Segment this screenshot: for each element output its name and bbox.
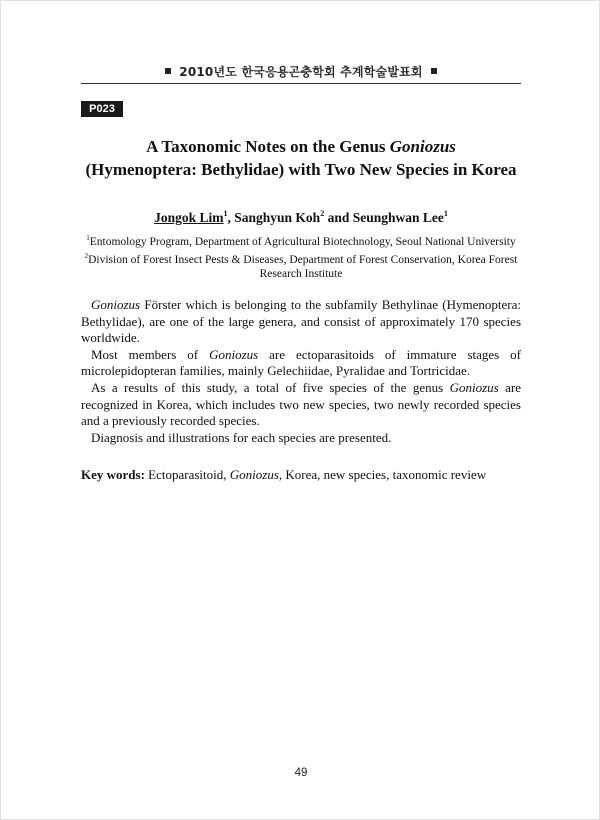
square-bullet-icon [431, 68, 437, 74]
paragraph-text: are recognized in Korea, which includes two new species, two newly recorded species and a previously recorded species. [81, 379, 521, 429]
affiliation-item [81, 231, 521, 249]
affiliation-mark: 1 [86, 234, 90, 242]
affiliation-mark: 2 [84, 252, 89, 260]
paragraph-text: are ectoparasitoids of immature stages of microlepidopteran families, mainly Gelechiidae, Pyralidae and Tortricidae. [81, 346, 521, 379]
title-line2-text: (Hymenoptera: Bethylidae) with Two New Species in Korea [85, 160, 517, 179]
abstract-paragraph [81, 347, 521, 380]
poster-number-badge: P023 [81, 101, 123, 117]
abstract-paragraph: Diagnosis and illustrations for each species are presented. [91, 429, 392, 445]
affiliation-text: Division of Forest Insect Pests & Diseases, Department of Forest Conservation, Korea Forest Research Institute [88, 254, 518, 280]
author-name: Seunghwan Lee [352, 210, 444, 225]
abstract-paragraph [81, 380, 521, 430]
genus-name: Goniozus [91, 297, 141, 312]
author-separator: , [227, 210, 235, 225]
header-divider [81, 83, 521, 84]
title-line1-text: A Taxonomic Notes on the Genus [146, 137, 390, 156]
abstract-paragraph [81, 297, 521, 347]
keywords-text: Ectoparasitoid, [144, 467, 230, 482]
genus-name: Goniozus [449, 379, 499, 395]
paragraph-text: Förster which is belonging to the subfamily Bethylinae (Hymenoptera: Bethylidae), are one of the large genera, and consist of approximately 170 species worldwide. [81, 297, 521, 346]
author-affiliation-mark: 2 [320, 209, 325, 218]
genus-name: Goniozus [229, 467, 279, 482]
author-name: Jongok Lim [154, 210, 224, 225]
affiliation-list [81, 231, 521, 281]
paper-title [61, 135, 541, 181]
affiliation-item [81, 249, 521, 281]
genus-name: Goniozus [209, 346, 259, 362]
keywords-label: Key words: [81, 467, 145, 482]
title-genus: Goniozus [389, 137, 456, 156]
square-bullet-icon [165, 68, 171, 74]
paragraph-text: As a results of this study, a total of five species of the genus [91, 379, 450, 395]
author-affiliation-mark: 1 [443, 209, 448, 218]
page-number: 49 [294, 767, 308, 779]
author-name: Sanghyun Koh [234, 210, 321, 225]
conference-header [1, 63, 600, 80]
author-separator: and [324, 210, 353, 225]
conference-header-text: 2010년도 한국응용곤충학회 추계학술발표회 [179, 65, 423, 79]
keywords-text: , Korea, new species, taxonomic review [278, 467, 487, 482]
author-list [61, 209, 541, 226]
author-affiliation-mark: 1 [223, 209, 228, 218]
paragraph-text: Most members of [91, 346, 210, 362]
affiliation-text: Entomology Program, Department of Agricultural Biotechnology, Seoul National University [89, 236, 516, 248]
abstract-body [81, 297, 521, 446]
keywords [81, 467, 521, 483]
